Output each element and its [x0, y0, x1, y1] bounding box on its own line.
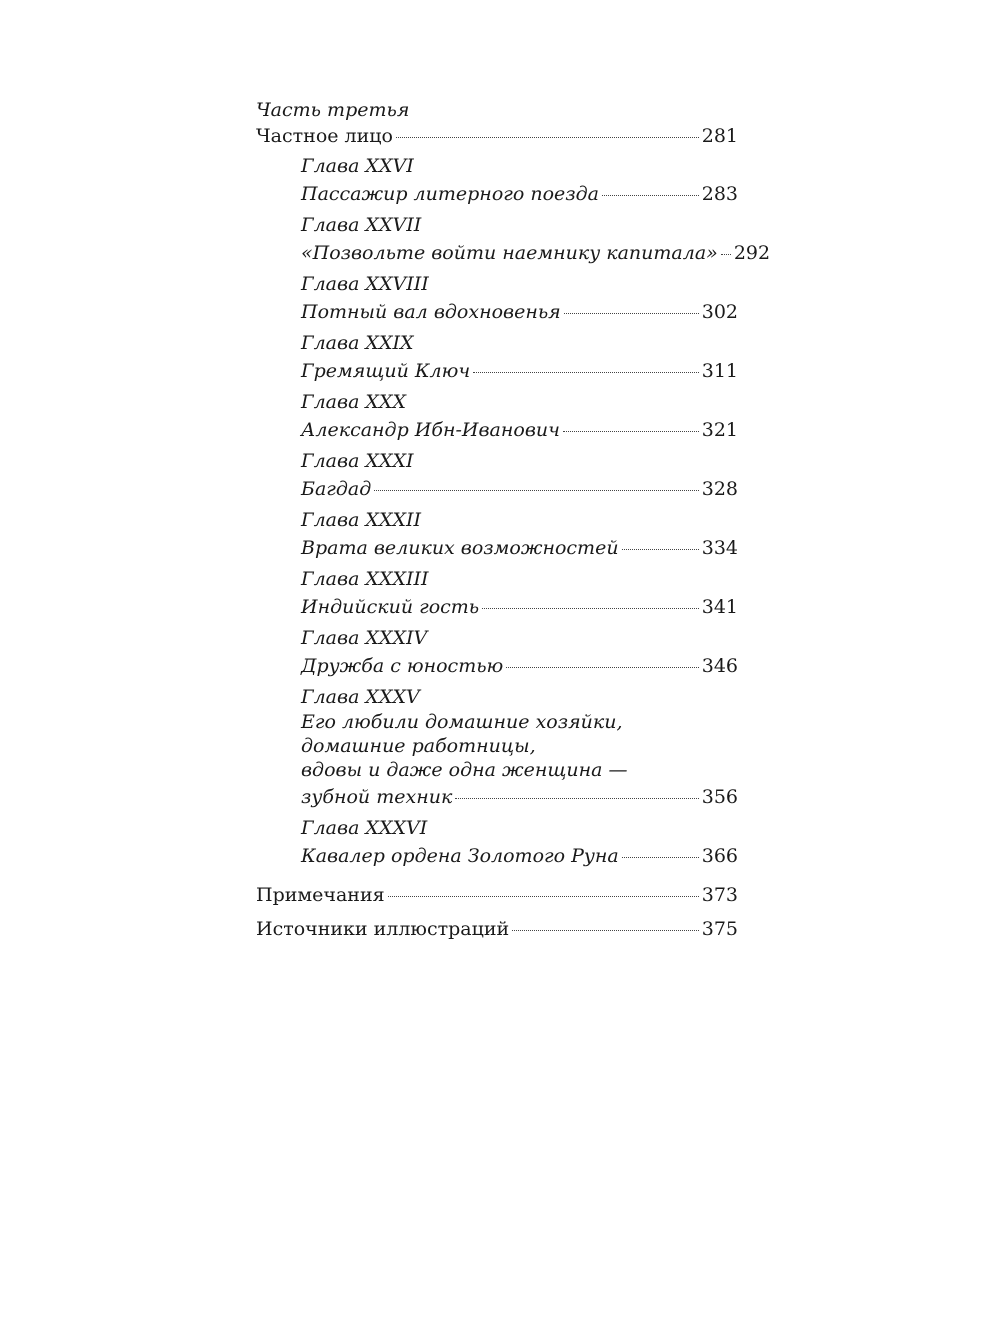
page-number: 302: [701, 301, 738, 323]
toc-chapter: [301, 684, 738, 812]
dot-leader: [721, 254, 731, 255]
toc-chapter: [301, 625, 738, 681]
chapter-label: Глава XXVIII: [301, 273, 429, 295]
dot-leader: [473, 372, 699, 373]
part-title: Частное лицо: [256, 125, 393, 147]
toc-entry[interactable]: [301, 841, 738, 871]
toc-entry[interactable]: [301, 782, 738, 812]
chapter-title: зубной техник: [301, 786, 453, 808]
back-matter-title: Примечания: [256, 884, 385, 906]
chapter-label: Глава XXXIII: [301, 568, 429, 590]
page-number: 346: [701, 655, 738, 677]
dot-leader: [622, 549, 699, 550]
toc-entry[interactable]: [301, 179, 738, 209]
dot-leader: [506, 667, 698, 668]
page-number: 281: [701, 125, 738, 147]
chapter-title: Потный вал вдохновенья: [301, 301, 561, 323]
chapter-title: «Позвольте войти наемнику капитала»: [301, 242, 718, 264]
toc-chapter: [301, 212, 771, 268]
part-label: Часть третья: [256, 99, 410, 121]
back-matter-list: [256, 881, 738, 943]
chapter-title-line: вдовы и даже одна женщина —: [301, 759, 628, 781]
toc-entry-back-matter[interactable]: [256, 881, 738, 909]
toc-chapter: [301, 153, 738, 209]
page-number: 321: [701, 419, 738, 441]
dot-leader: [396, 137, 699, 138]
page-number: 328: [701, 478, 738, 500]
page-number: 283: [701, 183, 738, 205]
dot-leader: [388, 896, 699, 897]
toc-chapter: [301, 389, 738, 445]
dot-leader: [512, 930, 699, 931]
chapter-title: Индийский гость: [301, 596, 480, 618]
toc-entry[interactable]: [301, 356, 738, 386]
page-number: 311: [701, 360, 738, 382]
toc-entry[interactable]: [301, 474, 738, 504]
toc-chapter: [301, 448, 738, 504]
toc-entry[interactable]: [301, 415, 738, 445]
chapter-title-line: Его любили домашние хозяйки,: [301, 711, 623, 733]
chapter-label: Глава XXX: [301, 391, 407, 413]
chapter-title: Пассажир литерного поезда: [301, 183, 599, 205]
chapter-title: Александр Ибн-Иванович: [301, 419, 560, 441]
chapter-label: Глава XXXVI: [301, 817, 428, 839]
dot-leader: [482, 608, 699, 609]
toc-chapter: [301, 271, 738, 327]
page-number: 356: [701, 786, 738, 808]
chapter-title-line: домашние работницы,: [301, 735, 536, 757]
page-number: 375: [701, 918, 738, 940]
page-number: 341: [701, 596, 738, 618]
chapter-label: Глава XXXII: [301, 509, 422, 531]
chapter-list: [301, 153, 771, 871]
chapter-label: Глава XXIX: [301, 332, 414, 354]
chapter-title: Багдад: [301, 478, 372, 500]
toc-entry-part[interactable]: [256, 122, 738, 150]
toc-entry[interactable]: [301, 238, 771, 268]
toc-chapter: [301, 330, 738, 386]
back-matter-title: Источники иллюстраций: [256, 918, 510, 940]
chapter-title: Кавалер ордена Золотого Руна: [301, 845, 619, 867]
toc-entry-back-matter[interactable]: [256, 915, 738, 943]
dot-leader: [622, 857, 699, 858]
dot-leader: [564, 313, 699, 314]
table-of-contents: [256, 98, 771, 943]
toc-entry[interactable]: [301, 651, 738, 681]
toc-chapter: [301, 507, 738, 563]
page-number: 334: [701, 537, 738, 559]
chapter-label: Глава XXXV: [301, 686, 420, 708]
dot-leader: [563, 431, 699, 432]
toc-chapter: [301, 566, 738, 622]
chapter-title: Врата великих возможностей: [301, 537, 619, 559]
toc-entry[interactable]: [301, 592, 738, 622]
page-number: 366: [701, 845, 738, 867]
toc-entry[interactable]: [301, 297, 738, 327]
chapter-label: Глава XXVII: [301, 214, 422, 236]
chapter-label: Глава XXXIV: [301, 627, 428, 649]
toc-chapter: [301, 815, 738, 871]
toc-entry[interactable]: [301, 533, 738, 563]
dot-leader: [455, 798, 698, 799]
chapter-title: Гремящий Ключ: [301, 360, 471, 382]
page-number: 292: [733, 242, 771, 264]
dot-leader: [374, 490, 698, 491]
chapter-title: Дружба с юностью: [301, 655, 504, 677]
chapter-label: Глава XXXI: [301, 450, 414, 472]
dot-leader: [602, 195, 699, 196]
page-number: 373: [701, 884, 738, 906]
chapter-label: Глава XXVI: [301, 155, 414, 177]
